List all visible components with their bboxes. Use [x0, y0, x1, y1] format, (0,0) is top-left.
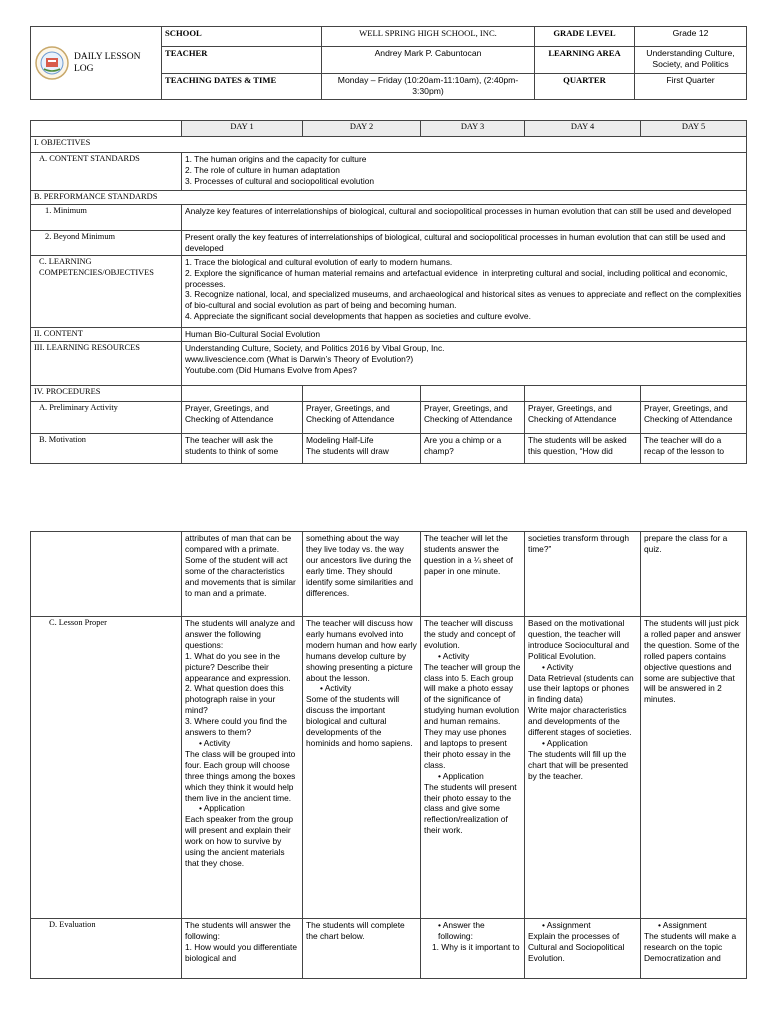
- preliminary-cell: Prayer, Greetings, and Checking of Attendance: [303, 401, 421, 433]
- bullet-icon: •: [199, 803, 204, 814]
- area-value: Understanding Culture, Society, and Politics: [635, 47, 747, 74]
- lesson-cell: [421, 617, 525, 919]
- bullet-item: • Activity: [438, 650, 470, 661]
- bullet-item: • Application: [438, 770, 484, 781]
- lesson-cell: [641, 617, 747, 919]
- bullet-icon: •: [438, 650, 443, 661]
- lesson-table-page2: [30, 531, 747, 979]
- bullet-icon: •: [542, 737, 547, 748]
- bullet-icon: •: [438, 920, 443, 930]
- text-line: Data Retrieval (students can use their laptops or phones in finding data): [528, 672, 636, 705]
- bullet-item: • Application: [542, 737, 588, 748]
- motivation-cont-cell: attributes of man that can be compared with a primate. Some of the student will act some of the characteristics and movements that is similar to man and a primate.: [182, 532, 303, 617]
- content-value: Human Bio-Cultural Social Evolution: [182, 327, 747, 341]
- list-item: 3. Processes of cultural and sociopolitical evolution: [185, 175, 375, 186]
- day-header: DAY 1: [182, 121, 303, 137]
- text-line: The students will present their photo essay to the class and give some reflection/realization of their work.: [424, 781, 519, 836]
- procedures-heading: IV. PROCEDURES: [31, 385, 182, 401]
- motivation-cell: Are you a chimp or a champ?: [421, 433, 525, 463]
- corner-cell: [31, 121, 182, 137]
- school-label: SCHOOL: [162, 27, 322, 47]
- motivation-cont-cell: something about the way they live today vs. the way our ancestors live during the early time. They should identify some similarities and differences.: [303, 532, 421, 617]
- text-line: 3. Where could you find the answers to them?: [185, 716, 290, 738]
- numbered-item: 1. Why is it important to: [432, 941, 520, 952]
- lesson-cell: [303, 617, 421, 919]
- bullet-item: • Activity: [199, 737, 231, 748]
- text-line: The students will fill up the chart that will be presented by the teacher.: [528, 748, 631, 781]
- text-line: The class will be grouped into four. Each group will choose three things among the boxes which they think it would help them live in the ancient time.: [185, 748, 298, 803]
- teacher-value: Andrey Mark P. Cabuntocan: [322, 47, 535, 74]
- text-line: 2. What question does this photograph raise in your mind?: [185, 683, 287, 716]
- teacher-label: TEACHER: [162, 47, 322, 74]
- logo-cell: [31, 27, 162, 100]
- grade-label: GRADE LEVEL: [535, 27, 635, 47]
- bullet-icon: •: [199, 737, 204, 748]
- list-item: 2. The role of culture in human adaptation: [185, 164, 340, 175]
- text-line: Explain the processes of Cultural and Sociopolitical Evolution.: [528, 930, 627, 963]
- text-line: The students will answer the following:: [185, 920, 293, 941]
- objectives-heading: I. OBJECTIVES: [31, 137, 747, 153]
- minimum-text: Analyze key features of interrelationships of biological, cultural and sociopolitical processes in human evolution that can still be used and developed: [182, 204, 747, 230]
- preliminary-cell: Prayer, Greetings, and Checking of Attendance: [641, 401, 747, 433]
- dates-value: Monday – Friday (10:20am-11:10am), (2:40pm-3:30pm): [322, 74, 535, 100]
- text-line: The students will analyze and answer the following questions:: [185, 618, 298, 650]
- text-line: Write major characteristics and developments of the different stages of societies.: [528, 705, 632, 738]
- lesson-cell: [525, 617, 641, 919]
- log-title: DAILY LESSON LOG: [74, 52, 141, 74]
- motivation-cell: The teacher will do a recap of the lesson to: [641, 433, 747, 463]
- list-item: 4. Appreciate the significant social developments that happen as societies and culture evolve.: [185, 311, 531, 322]
- bullet-item: • Answer the following:: [438, 920, 485, 941]
- lesson-cell: [182, 617, 303, 919]
- evaluation-cell: [303, 919, 421, 979]
- motivation-cont-cell: The teacher will let the students answer the question in a ¼ sheet of paper in one minute.: [421, 532, 525, 617]
- text-line: The teacher will discuss the study and concept of evolution.: [424, 618, 518, 650]
- text-line: 1. How would you differentiate biological and: [185, 941, 300, 963]
- evaluation-label: D. Evaluation: [31, 919, 182, 979]
- dates-label: TEACHING DATES & TIME: [162, 74, 322, 100]
- area-label: LEARNING AREA: [535, 47, 635, 74]
- quarter-value: First Quarter: [635, 74, 747, 100]
- day-header: DAY 4: [525, 121, 641, 137]
- text-line: Some of the students will discuss the important biological and cultural developments of the hominids and homo sapiens.: [306, 694, 413, 748]
- motivation-label: B. Motivation: [31, 433, 182, 463]
- day-header: DAY 2: [303, 121, 421, 137]
- day-header: DAY 5: [641, 121, 747, 137]
- competencies-label: C. LEARNING COMPETENCIES/OBJECTIVES: [31, 255, 182, 327]
- bullet-icon: •: [438, 770, 443, 781]
- resources-label: III. LEARNING RESOURCES: [31, 341, 182, 385]
- text-line: The teacher will group the class into 5. Each group will make a photo essay of the significance of studying human evolution and human remains. They may use phones and laptops to present their photo essay in the class.: [424, 661, 523, 770]
- text-line: The students will make a research on the topic Democratization and: [644, 930, 739, 963]
- competencies-list: [182, 255, 747, 327]
- motivation-cell: Modeling Half-Life The students will draw: [303, 433, 421, 463]
- text-line: The students will complete the chart below.: [306, 920, 408, 941]
- evaluation-cell: [182, 919, 303, 979]
- motivation-cont-cell: prepare the class for a quiz.: [641, 532, 747, 617]
- text-line: Based on the motivational question, the teacher will introduce Sociocultural and Political Evolution.: [528, 618, 632, 661]
- school-value: WELL SPRING HIGH SCHOOL, INC.: [322, 27, 535, 47]
- evaluation-cell: [525, 919, 641, 979]
- motivation-cont-label: [31, 532, 182, 617]
- bullet-item: • Assignment: [658, 920, 707, 930]
- evaluation-cell: [641, 919, 747, 979]
- list-item: 1. Trace the biological and cultural evolution of early to modern humans.: [185, 256, 453, 267]
- performance-standards-heading: B. PERFORMANCE STANDARDS: [31, 191, 747, 205]
- motivation-cell: The students will be asked this question, “How did: [525, 433, 641, 463]
- bullet-icon: •: [658, 920, 663, 930]
- bullet-item: • Assignment: [542, 920, 591, 930]
- bullet-item: • Application: [199, 803, 245, 814]
- preliminary-cell: Prayer, Greetings, and Checking of Attendance: [182, 401, 303, 433]
- bullet-icon: •: [542, 661, 547, 672]
- text-line: Each speaker from the group will present and explain their work on how to survive by using the ancient materials that they chose.: [185, 814, 296, 868]
- lesson-proper-label: C. Lesson Proper: [31, 617, 182, 919]
- minimum-label: 1. Minimum: [31, 204, 182, 230]
- text-line: The students will just pick a rolled paper and answer the question. Some of the rolled papers contains objective questions and some are subjective that will be answered in 2 minutes.: [644, 618, 744, 705]
- preliminary-cell: Prayer, Greetings, and Checking of Attendance: [525, 401, 641, 433]
- content-standards-list: [182, 153, 747, 191]
- quarter-label: QUARTER: [535, 74, 635, 100]
- preliminary-cell: Prayer, Greetings, and Checking of Attendance: [421, 401, 525, 433]
- beyond-minimum-text: Present orally the key features of interrelationships of biological, cultural and sociopolitical processes in human evolution that can still be used and developed: [182, 230, 747, 255]
- bullet-icon: •: [320, 683, 325, 694]
- bullet-item: • Activity: [542, 661, 574, 672]
- list-item: 3. Recognize national, local, and specialized museums, and archaeological and historical sites as venues to appreciate and reflect on the complexities of bio-cultural and social evolution as part of being and becoming human.: [185, 289, 744, 311]
- list-item: Youtube.com (Did Humans Evolve from Apes?: [185, 364, 357, 375]
- evaluation-cell: [421, 919, 525, 979]
- text-line: The teacher will discuss how early humans evolved into modern human and how early humans develop culture by showing presenting a picture about the lesson.: [306, 618, 420, 683]
- header-table: [30, 26, 747, 100]
- bullet-item: • Activity: [320, 683, 352, 694]
- grade-value: Grade 12: [635, 27, 747, 47]
- day-header: DAY 3: [421, 121, 525, 137]
- content-standards-label: A. CONTENT STANDARDS: [31, 153, 182, 191]
- beyond-minimum-label: 2. Beyond Minimum: [31, 230, 182, 255]
- resources-list: [182, 341, 747, 385]
- lesson-table-page1: [30, 120, 747, 464]
- list-item: 2. Explore the significance of human material remains and artefactual evidence in interpreting cultural and social, including political and economic, processes.: [185, 267, 730, 289]
- motivation-cell: The teacher will ask the students to think of some: [182, 433, 303, 463]
- list-item: 1. The human origins and the capacity for culture: [185, 154, 367, 164]
- text-line: 1. What do you see in the picture? Describe their appearance and expression.: [185, 650, 291, 683]
- bullet-icon: •: [542, 920, 547, 930]
- list-item: Understanding Culture, Society, and Politics 2016 by Vibal Group, Inc.: [185, 342, 445, 353]
- school-seal-icon: [34, 45, 70, 81]
- content-label: II. CONTENT: [31, 327, 182, 341]
- motivation-cont-cell: societies transform through time?”: [525, 532, 641, 617]
- list-item: www.livescience.com (What is Darwin’s Theory of Evolution?): [185, 353, 414, 364]
- preliminary-label: A. Preliminary Activity: [31, 401, 182, 433]
